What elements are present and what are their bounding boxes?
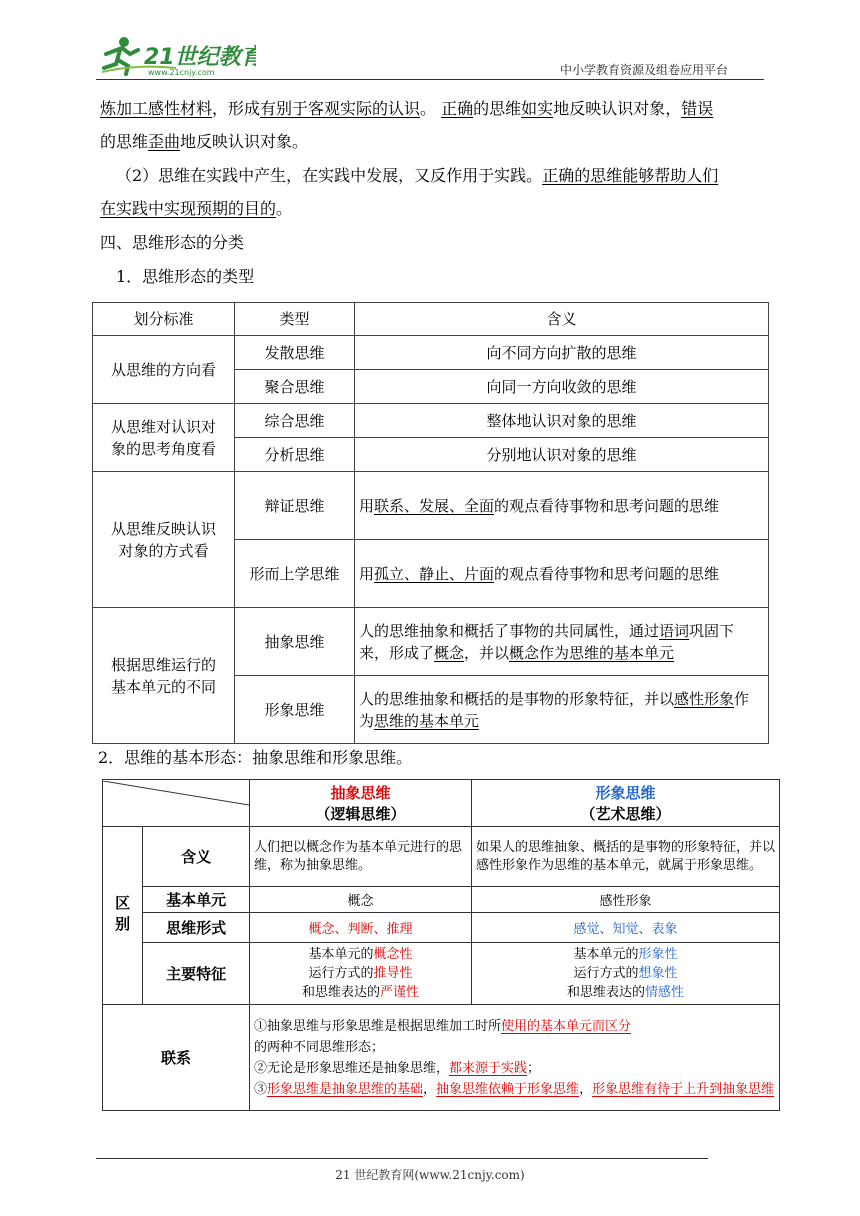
feature-line	[476, 964, 775, 983]
link-line	[254, 1016, 775, 1037]
abstract-unit: 概念	[250, 887, 472, 913]
criterion-cell	[93, 472, 235, 608]
type-cell: 辩证思维	[235, 472, 355, 540]
subsection-heading-1: 1．思维形态的类型	[116, 267, 255, 286]
underlined-text: 在实践中实现预期的目的	[100, 199, 277, 218]
meaning-cell	[355, 472, 769, 540]
table-row	[93, 472, 769, 540]
link-line	[254, 1058, 775, 1079]
runner-logo-icon	[96, 34, 256, 80]
type-cell: 聚合思维	[235, 370, 355, 404]
paragraph-line-3	[116, 165, 718, 187]
difference-label: 区别	[103, 827, 143, 1005]
header-cell: 含义	[355, 303, 769, 336]
section-heading: 四、思维形态的分类	[100, 233, 245, 252]
type-cell: 综合思维	[235, 404, 355, 438]
text: 的观点看待事物和思考问题的思维	[494, 496, 720, 515]
highlight-text: 形象思维有待于上升到抽象思维	[592, 1081, 775, 1097]
comparison-row	[103, 943, 780, 1005]
feature-line	[476, 945, 775, 964]
meaning-cell: 整体地认识对象的思维	[355, 404, 769, 438]
image-features	[472, 943, 780, 1005]
cell-text: 从思维对认识对	[110, 417, 216, 436]
table-row	[93, 608, 769, 676]
cell-text: 象的思考角度看	[110, 439, 216, 458]
subsection-heading-2: 2．思维的基本形态：抽象思维和形象思维。	[98, 748, 413, 767]
feature-line	[254, 945, 467, 964]
type-cell: 发散思维	[235, 336, 355, 370]
text: 用	[359, 496, 375, 515]
type-cell: 形象思维	[235, 676, 355, 744]
meaning-cell: 向不同方向扩散的思维	[355, 336, 769, 370]
cell-text: 对象的方式看	[118, 541, 209, 560]
diagonal-corner-cell	[103, 780, 250, 827]
text: 用	[359, 564, 375, 583]
highlight-text: 情感性	[645, 985, 685, 1000]
highlight-text: 概念性	[373, 947, 413, 962]
highlight-text: 推导性	[373, 966, 413, 981]
image-unit: 感性形象	[472, 887, 780, 913]
header-cell: 类型	[235, 303, 355, 336]
header-cell: 划分标准	[93, 303, 235, 336]
underlined-text: 概念	[434, 643, 465, 662]
highlight-text: 想象性	[638, 966, 678, 981]
underlined-text: 歪曲	[148, 132, 181, 151]
text: 的两种不同思维形态；	[254, 1039, 385, 1055]
highlight-text: 都来源于实践	[449, 1060, 528, 1076]
link-line	[254, 1079, 775, 1100]
text: ；	[527, 1060, 541, 1076]
highlight-text: 形象性	[638, 947, 678, 962]
meaning-cell: 向同一方向收敛的思维	[355, 370, 769, 404]
text: 的思维	[100, 132, 149, 151]
text: 巩固下来，形成了	[359, 621, 735, 662]
comparison-row	[103, 887, 780, 913]
text: 作为	[359, 689, 750, 730]
paragraph-line-1	[100, 98, 713, 120]
underlined-text: 思维的基本单元	[374, 711, 480, 730]
cell-text: 从思维反映认识	[110, 519, 216, 538]
link-row	[103, 1005, 780, 1111]
underlined-text: 感性形象	[674, 689, 735, 708]
criterion-cell	[93, 608, 235, 744]
text: 地反映认识对象，	[553, 99, 682, 118]
text: 和思维表达的	[566, 985, 645, 1000]
comparison-row	[103, 827, 780, 887]
meaning-cell	[355, 608, 769, 676]
text: ②无论是形象思维还是抽象思维，	[254, 1060, 450, 1076]
link-content	[250, 1005, 780, 1111]
header-divider	[96, 79, 764, 80]
underlined-text: 正确	[441, 99, 474, 118]
header-platform-text: 中小学教育资源及组卷应用平台	[560, 63, 729, 77]
text: ③	[254, 1081, 268, 1097]
text: （2）思维在实践中产生，在实践中发展，又反作用于实践。	[116, 166, 543, 185]
text: ，	[423, 1081, 437, 1097]
text: 地反映认识对象。	[180, 132, 309, 151]
svg-text:www.21cnjy.com: www.21cnjy.com	[148, 68, 215, 77]
thinking-types-table	[92, 302, 769, 744]
abstract-meaning: 人们把以概念作为基本单元进行的思维，称为抽象思维。	[250, 827, 472, 887]
meaning-cell	[355, 676, 769, 744]
comparison-row	[103, 913, 780, 943]
criterion-cell: 从思维的方向看	[93, 336, 235, 404]
underlined-text: 错误	[681, 99, 714, 118]
underlined-text: 炼加工感性材料	[100, 99, 213, 118]
text: 运行方式的	[308, 966, 374, 981]
comparison-header-row	[103, 780, 780, 827]
abstract-form: 概念、判断、推理	[250, 913, 472, 943]
diagonal-line	[103, 781, 249, 821]
table-row	[93, 404, 769, 438]
abstract-subtitle: （逻辑思维）	[315, 805, 406, 823]
underlined-text: 如实	[521, 99, 554, 118]
cell-text: 根据思维运行的	[110, 655, 216, 674]
feature-line	[254, 983, 467, 1002]
highlight-text: 使用的基本单元而区分	[501, 1018, 632, 1034]
table-row	[93, 336, 769, 370]
image-form: 感觉、知觉、表象	[472, 913, 780, 943]
highlight-text: 严谨性	[380, 985, 420, 1000]
row-label: 联系	[103, 1005, 250, 1111]
text: ①抽象思维与形象思维是根据思维加工时所	[254, 1018, 502, 1034]
meaning-cell	[355, 540, 769, 608]
text: 基本单元的	[573, 947, 639, 962]
svg-text:21世纪教育: 21世纪教育	[144, 45, 256, 70]
footer-text: 21 世纪教育网(www.21cnjy.com)	[335, 1168, 525, 1182]
cell-text: 基本单元的不同	[110, 677, 216, 696]
image-subtitle: （艺术思维）	[580, 805, 671, 823]
comparison-table	[102, 779, 780, 1111]
underlined-text: 正确的思维能够帮助人们	[542, 166, 719, 185]
feature-line	[254, 964, 467, 983]
text: 的思维	[473, 99, 522, 118]
highlight-text: 抽象思维依赖于形象思维	[436, 1081, 580, 1097]
text: 。	[276, 199, 293, 218]
text: 人的思维抽象和概括了事物的共同属性，通过	[359, 621, 660, 640]
image-meaning: 如果人的思维抽象、概括的是事物的形象特征，并以感性形象作为思维的基本单元，就属于形象思维。	[472, 827, 780, 887]
text: 人的思维抽象和概括的是事物的形象特征，并以	[359, 689, 675, 708]
text: 。	[420, 99, 442, 118]
text: ，并以	[464, 643, 510, 662]
text: 的观点看待事物和思考问题的思维	[494, 564, 720, 583]
underlined-text: 有别于客观实际的认识	[260, 99, 421, 118]
text: ，形成	[212, 99, 261, 118]
paragraph-line-4	[100, 198, 292, 220]
row-label: 基本单元	[143, 887, 250, 913]
text: 基本单元的	[308, 947, 374, 962]
text: 和思维表达的	[301, 985, 380, 1000]
abstract-header-cell	[250, 780, 472, 827]
highlight-text: 形象思维是抽象思维的基础	[267, 1081, 424, 1097]
type-cell: 形而上学思维	[235, 540, 355, 608]
feature-line	[476, 983, 775, 1002]
row-label: 思维形式	[143, 913, 250, 943]
table-header-row	[93, 303, 769, 336]
site-logo	[96, 34, 256, 80]
footer-divider	[96, 1158, 708, 1159]
meaning-cell: 分别地认识对象的思维	[355, 438, 769, 472]
image-header-cell	[472, 780, 780, 827]
type-cell: 抽象思维	[235, 608, 355, 676]
underlined-text: 联系、发展、全面	[374, 496, 495, 515]
underlined-text: 孤立、静止、片面	[374, 564, 495, 583]
link-line	[254, 1037, 775, 1058]
abstract-title: 抽象思维	[330, 784, 391, 802]
row-label: 含义	[143, 827, 250, 887]
text: ，	[579, 1081, 593, 1097]
image-title: 形象思维	[595, 784, 656, 802]
type-cell: 分析思维	[235, 438, 355, 472]
criterion-cell	[93, 404, 235, 472]
row-label: 主要特征	[143, 943, 250, 1005]
underlined-text: 语词	[659, 621, 690, 640]
paragraph-line-2	[100, 131, 308, 153]
text: 运行方式的	[573, 966, 639, 981]
underlined-text: 概念作为思维的基本单元	[509, 643, 675, 662]
abstract-features	[250, 943, 472, 1005]
